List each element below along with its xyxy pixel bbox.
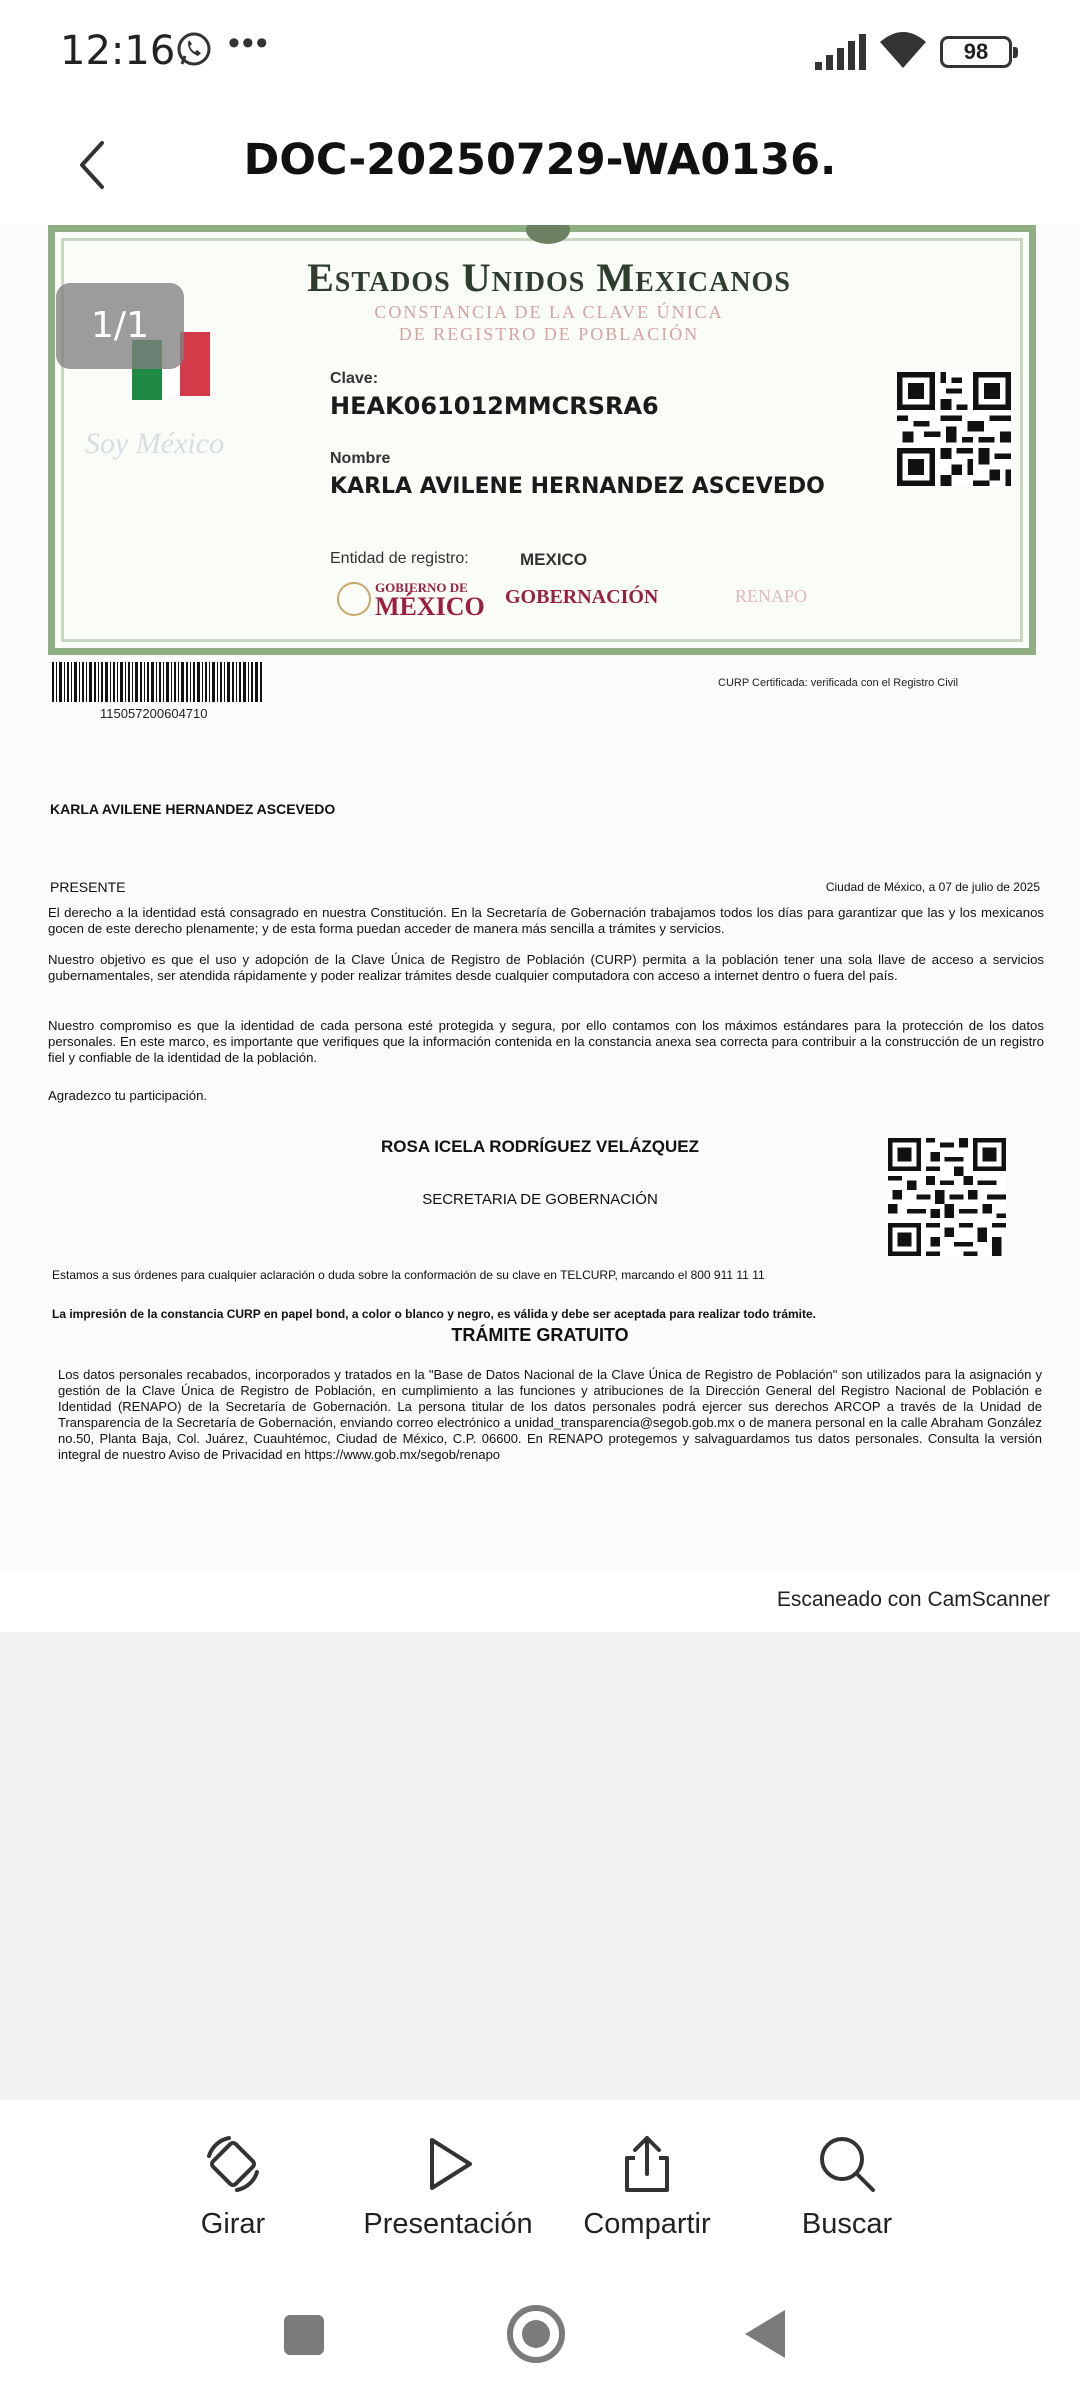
coat-of-arms-icon xyxy=(523,225,573,248)
page-counter: 1/1 xyxy=(56,283,184,369)
barcode-number: 115057200604710 xyxy=(100,706,208,721)
signer-name: ROSA ICELA RODRÍGUEZ VELÁZQUEZ xyxy=(381,1137,699,1156)
search-button[interactable] xyxy=(747,2120,947,2270)
home-button[interactable] xyxy=(507,2305,565,2363)
camscanner-watermark: Escaneado con CamScanner xyxy=(776,1588,1050,1611)
renapo-logo: RENAPO xyxy=(735,586,808,606)
wifi-icon xyxy=(878,30,928,70)
system-nav-bar xyxy=(0,2290,1080,2400)
cert-title: Estados Unidos Mexicanos xyxy=(307,255,791,300)
signal-icon xyxy=(815,34,867,70)
letter-paragraph-2: Nuestro objetivo es que el uso y adopción de la Clave Única de Registro de Población (CURP) permita a la población tener una sola llave de acceso a servicios gubernamentales, ser atendida rápidamente y poder realizar trámites desde cualquier computadora con acceso a internet dentro o fuera del país. xyxy=(48,952,1044,983)
cert-subtitle-2: DE REGISTRO DE POBLACIÓN xyxy=(398,324,700,344)
rotate-icon xyxy=(201,2132,265,2196)
presentation-button[interactable] xyxy=(348,2120,548,2270)
share-button[interactable] xyxy=(547,2120,747,2270)
curp-certificate xyxy=(48,225,1036,655)
search-label: Buscar xyxy=(801,2208,893,2240)
soy-mexico-watermark: Soy México xyxy=(85,427,225,460)
share-icon xyxy=(615,2132,679,2196)
signer-title: SECRETARIA DE GOBERNACIÓN xyxy=(422,1191,658,1208)
nombre-value: KARLA AVILENE HERNANDEZ ASCEVEDO xyxy=(330,474,825,499)
nombre-label: Nombre xyxy=(330,450,391,467)
letter-recipient: KARLA AVILENE HERNANDEZ ASCEVEDO xyxy=(50,801,336,817)
header xyxy=(0,105,1080,225)
whatsapp-icon xyxy=(174,30,214,70)
barcode-icon xyxy=(52,662,262,702)
page-footer xyxy=(0,1570,1080,1632)
entidad-label: Entidad de registro: xyxy=(330,550,469,567)
system-back-button[interactable] xyxy=(745,2310,785,2358)
rotate-button[interactable] xyxy=(133,2120,333,2270)
clave-value: HEAK061012MMCRSRA6 xyxy=(330,392,659,420)
gobierno-logo-line2: MÉXICO xyxy=(375,592,485,621)
tramite-gratuito: TRÁMITE GRATUITO xyxy=(451,1325,629,1345)
status-bar xyxy=(0,0,1080,105)
document-viewer[interactable] xyxy=(0,225,1080,2100)
presentation-label: Presentación xyxy=(363,2208,533,2240)
document-page xyxy=(0,225,1080,1570)
gobierno-logo-line1: GOBIERNO DE xyxy=(375,580,468,595)
cert-subtitle-1: CONSTANCIA DE LA CLAVE ÚNICA xyxy=(374,302,724,322)
letter-presente: PRESENTE xyxy=(50,879,126,895)
entidad-value: MEXICO xyxy=(520,550,588,569)
seal-icon xyxy=(337,582,371,616)
share-label: Compartir xyxy=(583,2208,711,2240)
status-time: 12:16 xyxy=(60,28,176,74)
impresion-note: La impresión de la constancia CURP en papel bond, a color o blanco y negro, es válida y debe ser aceptada para realizar todo trámite. xyxy=(52,1307,817,1321)
battery-indicator: 98 xyxy=(940,36,1012,68)
clave-label: Clave: xyxy=(330,370,379,387)
curp-certified-note: CURP Certificada: verificada con el Registro Civil xyxy=(718,677,959,689)
status-more-dots: ••• xyxy=(228,24,270,62)
privacy-notice: Los datos personales recabados, incorporados y tratados en la "Base de Datos Nacional de la Clave Única de Registro de Población" son utilizados para la asignación y gestión de la Clave Única de Registro de Población, en cumplimiento a las funciones y atribuciones de la Dirección General del Registro Nacional de Población e Identidad (RENAPO) de la Secretaría de Gobernación. La persona titular de los datos personales podrá ejercer sus derechos ARCOP a través de la Unidad de Transparencia de la Secretaría de Gobernación, enviando correo electrónico a unidad_transparencia@segob.gob.mx o de manera personal en la calle Abraham González no.50, Planta Baja, Col. Juárez, Cuauhtémoc, Ciudad de México, C.P. 06600. En RENAPO protegemos y salvaguardamos tus datos personales. Consulta la versión integral de nuestro Aviso de Privacidad en https://www.gob.mx/segob/renapo xyxy=(58,1367,1042,1462)
back-arrow-icon[interactable] xyxy=(62,133,126,197)
letter-paragraph-3: Nuestro compromiso es que la identidad de cada persona esté protegida y segura, por ello contamos con los máximos estándares para la protección de los datos personales. En este marco, es importante que verifiques que la información contenida en la constancia anexa sea correcta para contribuir a la construcción de un registro fiel y confiable de la identidad de la población. xyxy=(48,1018,1044,1065)
document-title: DOC-20250729-WA0136. xyxy=(243,135,837,185)
recents-button[interactable] xyxy=(284,2315,324,2355)
gobernacion-logo: GOBERNACIÓN xyxy=(505,586,659,608)
government-logos xyxy=(375,580,815,630)
bottom-toolbar xyxy=(0,2100,1080,2290)
search-icon xyxy=(815,2132,879,2196)
qr-code-icon xyxy=(897,370,1011,488)
letter-date: Ciudad de México, a 07 de julio de 2025 xyxy=(825,880,1040,894)
play-icon xyxy=(416,2132,480,2196)
letter-paragraph-1: El derecho a la identidad está consagrado en nuestra Constitución. En la Secretaría de Gobernación trabajamos todos los días para garantizar que las y los mexicanos gocen de este derecho plenamente; y de esta forma puedan acceder de manera más sencilla a trámites y servicios. xyxy=(48,905,1044,936)
letter-thanks: Agradezco tu participación. xyxy=(48,1088,208,1103)
rotate-label: Girar xyxy=(200,2208,266,2240)
telcurp-note: Estamos a sus órdenes para cualquier aclaración o duda sobre la conformación de su clave en TELCURP, marcando el 800 911 11 11 xyxy=(52,1268,765,1282)
qr-code-icon xyxy=(888,1135,1006,1259)
